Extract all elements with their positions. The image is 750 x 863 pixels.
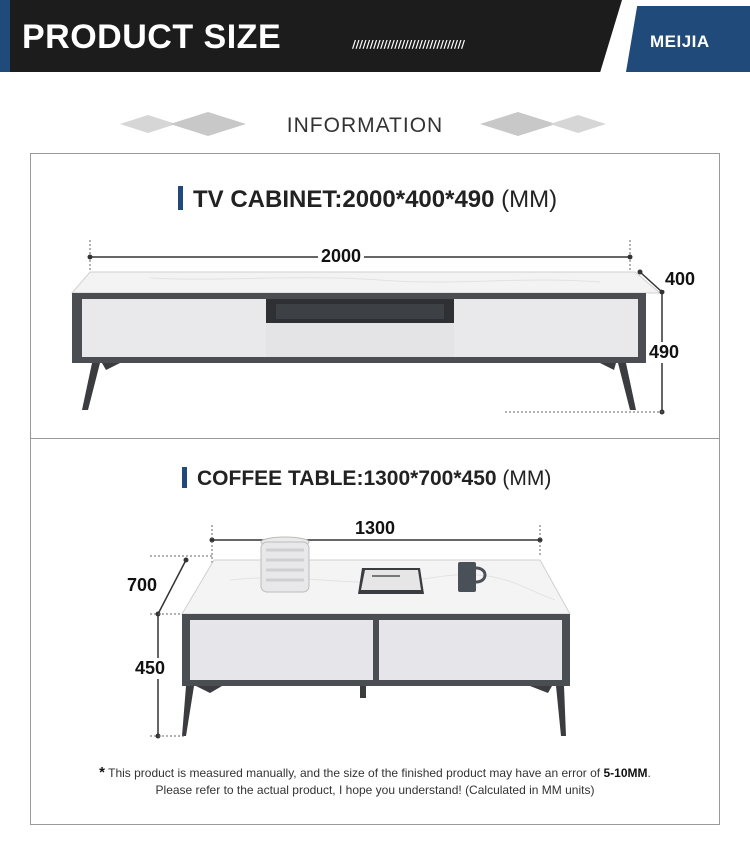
banner-accent-strip	[0, 0, 10, 72]
coffee-table-label: COFFEE TABLE:	[197, 467, 364, 490]
tv-cabinet-unit: (MM)	[501, 186, 558, 213]
page-title: PRODUCT SIZE	[22, 18, 282, 56]
coffee-table-dims: 1300*700*450	[363, 467, 497, 490]
note-line1-prefix: This product is measured manually, and the size of the finished product may have an error of	[108, 766, 604, 780]
coffee-table-unit: (MM)	[502, 467, 552, 490]
banner-hatch-decoration: ////////////////////////////////	[352, 38, 465, 51]
information-heading	[0, 106, 750, 142]
coffee-table-illustration	[0, 510, 750, 750]
tv-cabinet-dims: 2000*400*490	[342, 186, 495, 213]
ct-depth-label: 700	[124, 575, 160, 596]
section-divider	[31, 438, 719, 439]
right-diamond-decoration	[478, 106, 628, 142]
tv-depth-label: 400	[662, 269, 698, 290]
note-error-range: 5-10MM	[603, 766, 648, 780]
left-diamond-decoration	[118, 106, 268, 142]
measurement-note-line1	[0, 764, 750, 781]
tv-cabinet-title	[178, 186, 557, 214]
information-title: INFORMATION	[286, 114, 444, 137]
tv-width-label: 2000	[318, 246, 364, 267]
note-line1-suffix: .	[647, 766, 651, 780]
note-star: *	[99, 764, 105, 781]
tv-height-label: 490	[646, 342, 682, 363]
tv-cabinet-illustration	[0, 230, 750, 430]
coffee-table-title	[182, 467, 551, 491]
brand-name: MEIJIA	[650, 32, 710, 51]
header-banner	[0, 0, 750, 72]
title-accent-bar	[182, 467, 187, 488]
measurement-note-line2: Please refer to the actual product, I hope you understand! (Calculated in MM units)	[155, 783, 595, 797]
ct-height-label: 450	[132, 658, 168, 679]
tv-cabinet-label: TV CABINET:	[193, 186, 343, 213]
title-accent-bar	[178, 186, 183, 210]
ct-width-label: 1300	[352, 518, 398, 539]
